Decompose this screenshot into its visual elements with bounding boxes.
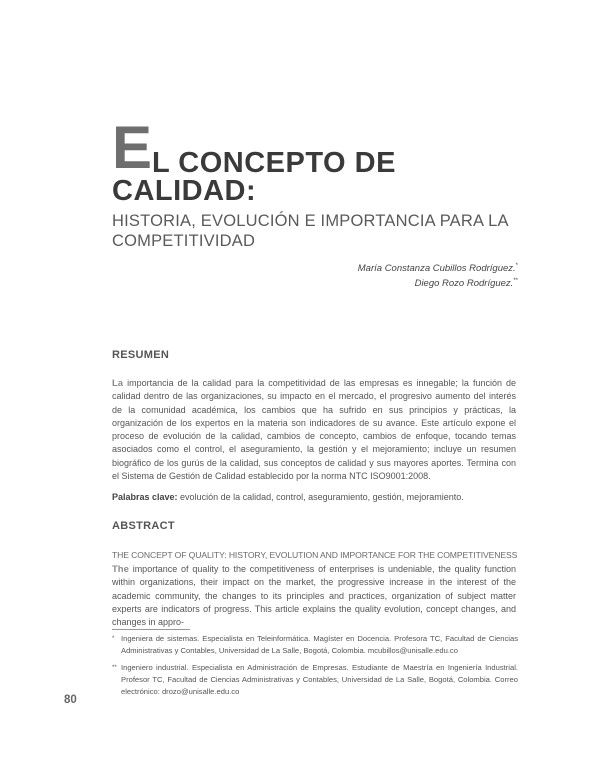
author-2 — [358, 275, 518, 290]
abstract-lead-word: The — [112, 564, 129, 575]
keywords — [112, 491, 516, 504]
footnote-divider — [112, 629, 190, 630]
resumen-lead-word: La — [112, 378, 124, 389]
keywords-label: Palabras clave: — [112, 492, 178, 502]
abstract-heading: ABSTRACT — [112, 520, 175, 532]
author-list — [358, 260, 518, 290]
author-1 — [358, 260, 518, 275]
abstract-paragraph — [112, 563, 516, 629]
article-subtitle: HISTORIA, EVOLUCIÓN E IMPORTANCIA PARA LA COMPETITIVIDAD — [112, 212, 508, 250]
abstract-text: importance of quality to the competitiveness of enterprises is undeniable, the quality function within organizations, their impact on the market, the progressive increase in the interest of the academic community, the changes to its principles and practices, organization of subject matter experts are indicators of progress. This article explains the quality evolution, concept changes, and changes in appro- — [112, 564, 516, 627]
footnote-1-mark: * — [112, 636, 115, 642]
keywords-text: evolución de la calidad, control, aseguramiento, gestión, mejoramiento. — [177, 492, 464, 502]
page-number: 80 — [64, 694, 77, 706]
footnote-2-mark: ** — [112, 665, 117, 671]
resumen-heading: RESUMEN — [112, 349, 170, 361]
title-drop-cap: E — [112, 114, 153, 181]
article-title-line-1 — [112, 114, 396, 181]
title-line-1-text: L CONCEPTO DE — [152, 147, 396, 179]
resumen-text: importancia de la calidad para la competitividad de las empresas es innegable; la función de calidad dentro de las organizaciones, su impacto en el mercado, el progresivo aumento del interés de la comunidad académica, los cambios que ha sufrido en sus principios y prácticas, la organización de los expertos en la materia son indicadores de su avance. Este artículo expone el proceso de evolución de la calidad, cambios de concepto, cambios de enfoque, tocando temas asociados como el control, el aseguramiento, la gestión y el mejoramiento; incluye un resumen biográfico de los gurús de la calidad, sus conceptos de calidad y sus mayores aportes. Termina con el Sistema de Gestión de Calidad establecido por la norma NTC ISO9001:2008. — [112, 378, 516, 481]
footnote-1 — [112, 633, 518, 657]
abstract-title: THE CONCEPT OF QUALITY: HISTORY, EVOLUTION AND IMPORTANCE FOR THE COMPETITIVENESS — [112, 550, 518, 560]
author-1-mark: * — [515, 263, 518, 269]
footnote-1-text: Ingeniera de sistemas. Especialista en Teleinformática. Magíster en Docencia. Profesora TC, Facultad de Ciencias Administrativas y Contables, Universidad de La Salle, Bogotá, Colombia. mcubillos@unisalle.edu.co — [121, 634, 518, 655]
footnote-2-text: Ingeniero industrial. Especialista en Administración de Empresas. Estudiante de Maestría en Ingeniería Industrial. Profesor TC, Facultad de Ciencias Administrativas y Contables, Universidad de La Salle, Bogotá, Colombia. Correo electrónico: drozo@unisalle.edu.co — [121, 663, 518, 696]
footnote-2 — [112, 662, 518, 698]
author-2-name: Diego Rozo Rodríguez. — [414, 278, 514, 290]
author-1-name: María Constanza Cubillos Rodríguez. — [357, 263, 516, 275]
author-2-mark: ** — [513, 278, 518, 285]
resumen-paragraph — [112, 377, 516, 483]
article-title-line-2: CALIDAD: — [112, 175, 257, 207]
